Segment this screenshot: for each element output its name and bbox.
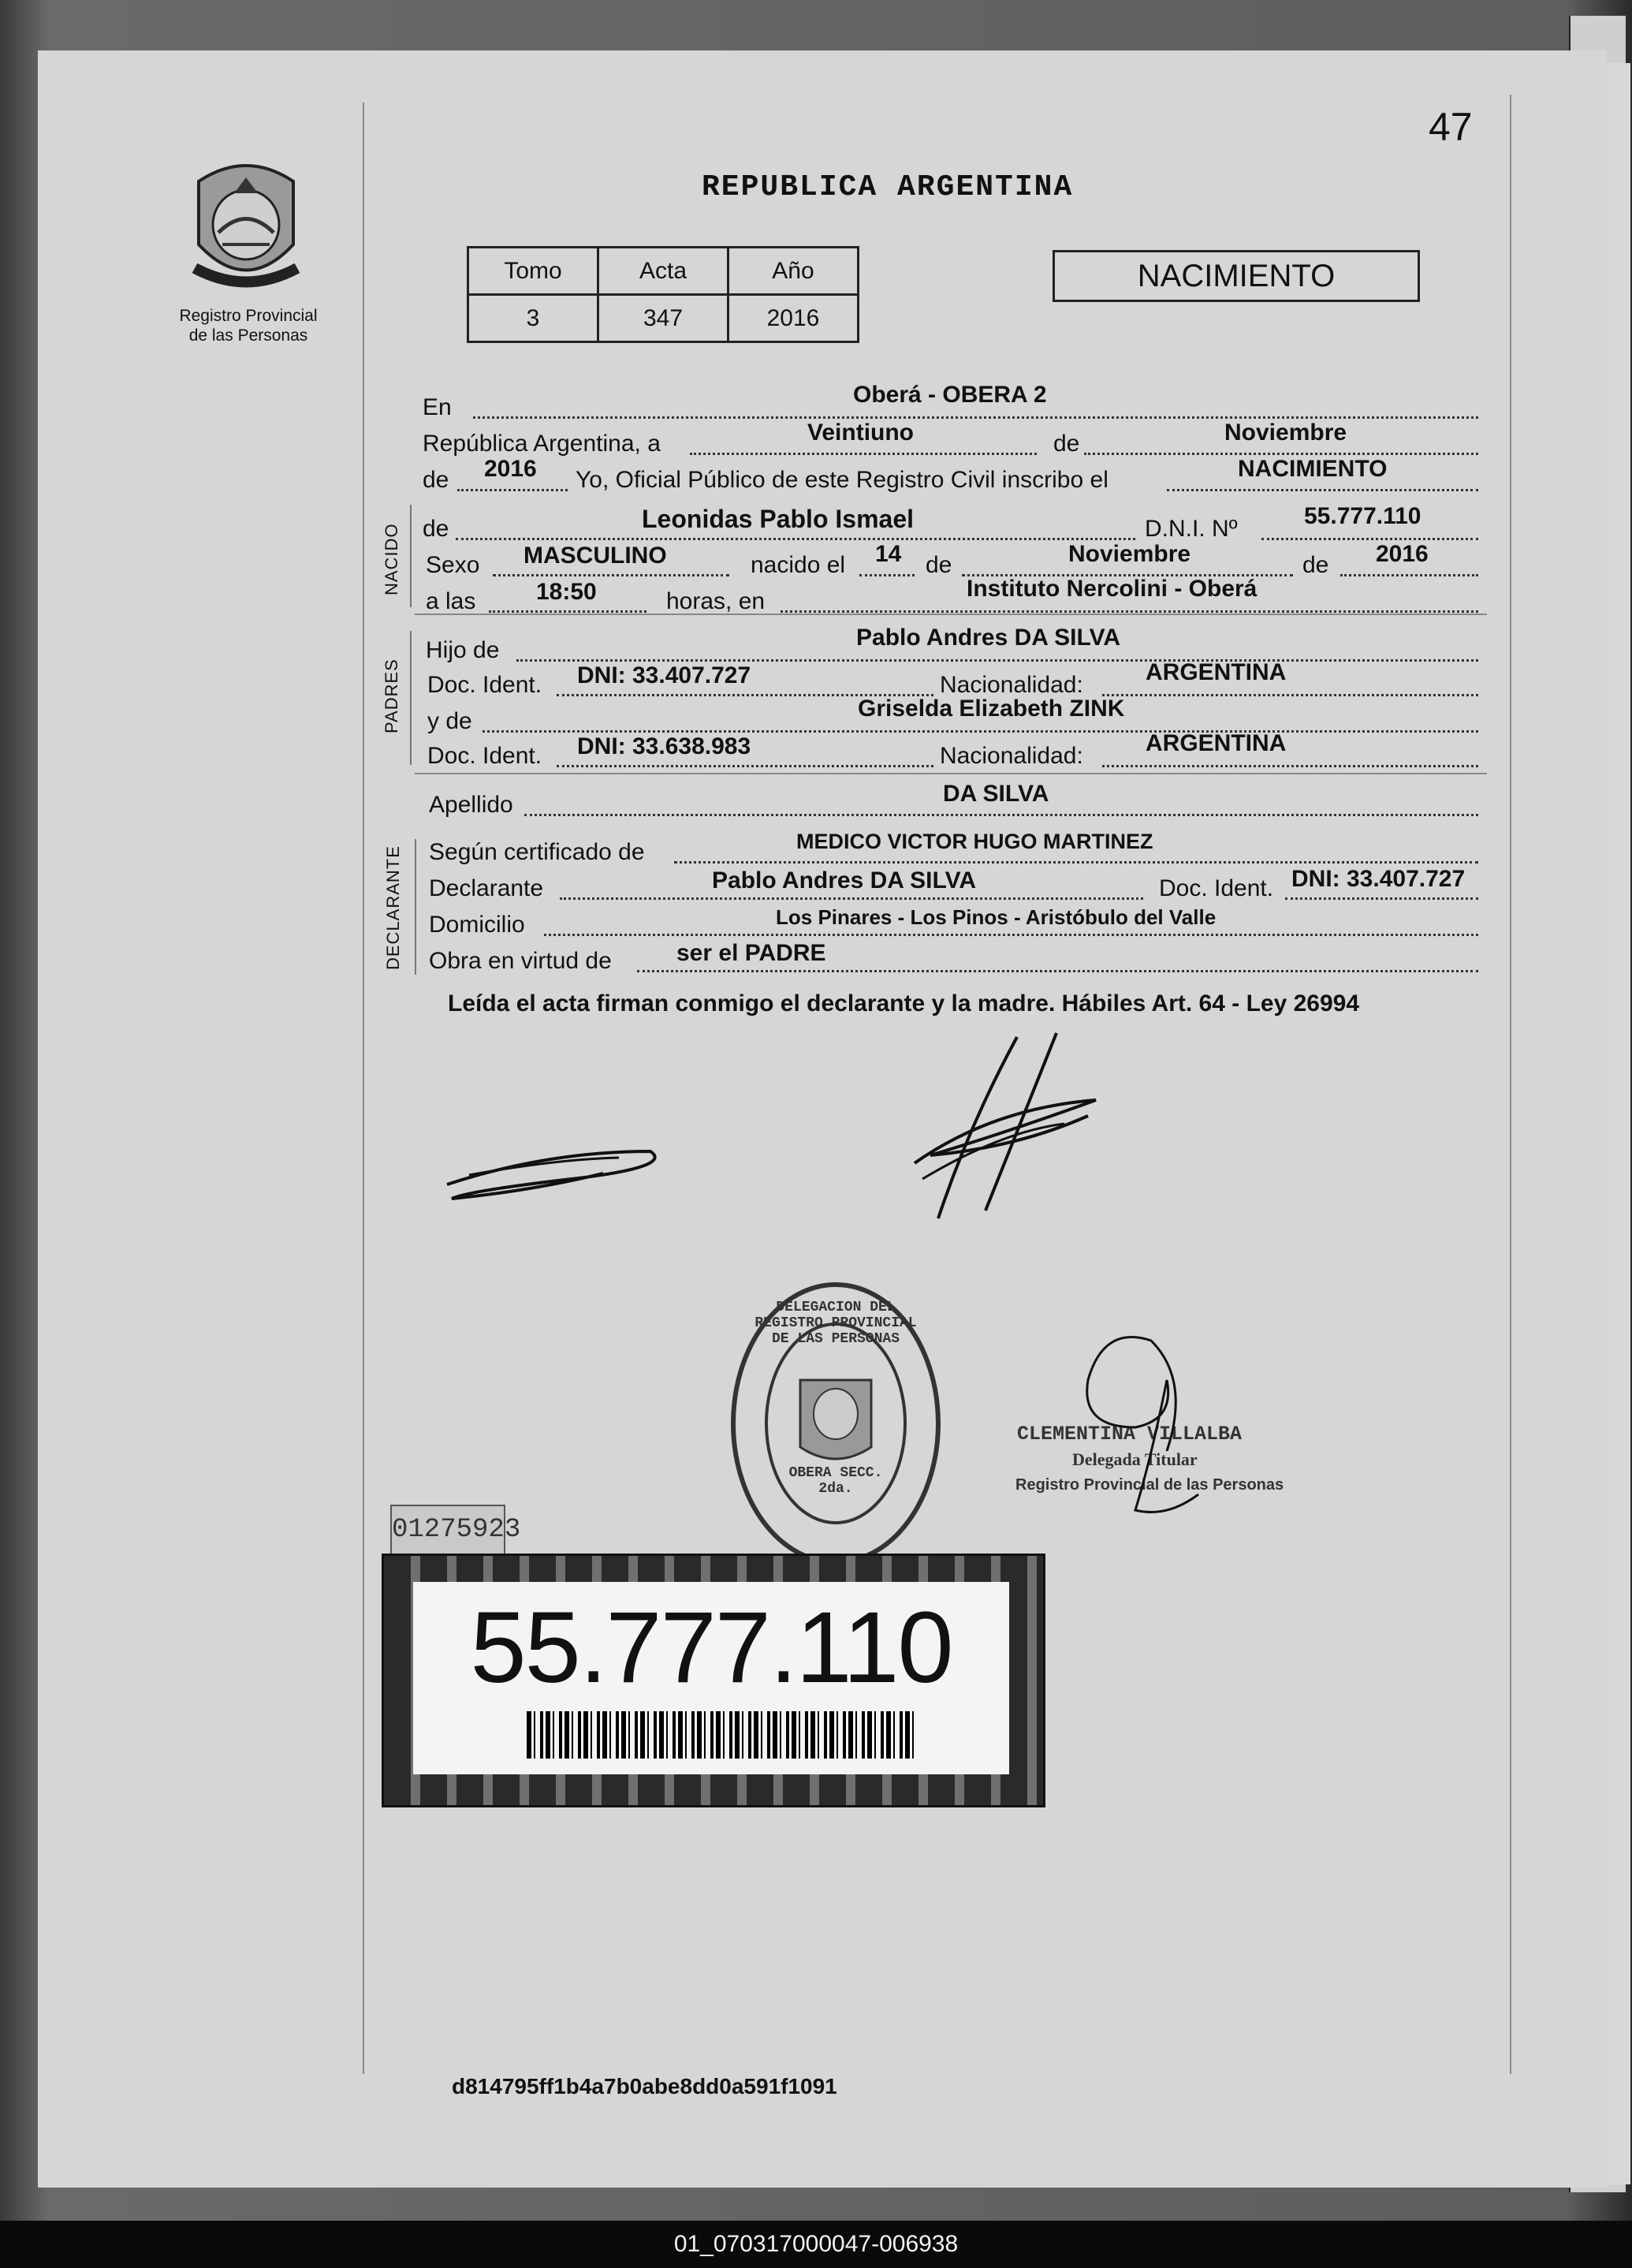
- misiones-logo: [183, 158, 309, 296]
- document-hash: d814795ff1b4a7b0abe8dd0a591f1091: [452, 2074, 837, 2098]
- value-lugar-nac: Instituto Nercolini - Oberá: [967, 576, 1258, 602]
- nacido-divider: [410, 505, 412, 607]
- value-dia-nac: 14: [875, 541, 902, 567]
- label-sexo: Sexo: [426, 552, 480, 578]
- dots-apellido: [524, 814, 1478, 816]
- padres-divider: [410, 631, 412, 765]
- seal-ring-text: DELEGACION DEL REGISTRO PROVINCIAL DE LAS PERSONAS: [755, 1300, 917, 1347]
- value-sexo: MASCULINO: [524, 543, 667, 569]
- value-declarante: Pablo Andres DA SILVA: [712, 867, 977, 893]
- label-segun: Según certificado de: [429, 839, 645, 865]
- right-margin-line: [1510, 95, 1511, 2074]
- closing-statement: Leída el acta firman conmigo el declarante y la madre. Hábiles Art. 64 - Ley 26994: [448, 990, 1360, 1016]
- value-declarante-doc: DNI: 33.407.727: [1291, 866, 1466, 892]
- value-apellido: DA SILVA: [943, 781, 1049, 807]
- dots-padre: [516, 659, 1478, 662]
- dots-nac-madre: [1102, 765, 1478, 767]
- record-header-acta: Acta: [598, 248, 728, 295]
- section-label-declarante: DECLARANTE: [383, 845, 403, 970]
- value-domicilio: Los Pinares - Los Pinos - Aristóbulo del Valle: [776, 905, 1217, 929]
- logo-caption-line1: Registro Provincial: [179, 307, 318, 325]
- dots-dni: [1261, 538, 1478, 540]
- dots-doc-declarante: [1285, 897, 1478, 900]
- record-header-anio: Año: [728, 248, 859, 295]
- certificate-page: [38, 50, 1607, 2188]
- label-obra: Obra en virtud de: [429, 948, 612, 974]
- act-type-box: NACIMIENTO: [1053, 250, 1420, 302]
- dots-anio-nac: [1340, 574, 1478, 576]
- dots-madre: [483, 730, 1478, 733]
- left-margin-line: [363, 103, 364, 2074]
- value-padre-doc: DNI: 33.407.727: [577, 662, 751, 688]
- official-signature: [1072, 1333, 1214, 1522]
- logo-caption: [158, 306, 339, 345]
- value-mes: Noviembre: [1224, 420, 1347, 446]
- dots-dia-nac: [859, 574, 915, 576]
- value-obra: ser el PADRE: [676, 940, 826, 966]
- dots-domicilio: [544, 934, 1478, 936]
- dots-lugar: [473, 416, 1478, 419]
- barcode-bars: [527, 1711, 918, 1759]
- official-name: CLEMENTINA VILLALBA: [1017, 1423, 1243, 1445]
- value-mes-nac: Noviembre: [1068, 541, 1191, 567]
- dots-doc-madre: [557, 765, 933, 767]
- declarante-divider: [415, 839, 416, 975]
- barcode-number: 55.777.110: [470, 1591, 952, 1704]
- value-madre-doc: DNI: 33.638.983: [577, 733, 751, 759]
- record-header-tomo: Tomo: [468, 248, 598, 295]
- label-de-mes-nac: de: [926, 552, 952, 578]
- label-nombre-de: de: [423, 516, 449, 542]
- label-declarante: Declarante: [429, 875, 544, 901]
- label-de-anio-nac: de: [1302, 552, 1329, 578]
- dots-mes: [1084, 453, 1478, 455]
- label-y-de: y de: [427, 708, 472, 734]
- record-value-acta: 347: [598, 295, 728, 342]
- label-horas: horas, en: [666, 588, 766, 614]
- label-hijo-de: Hijo de: [426, 637, 500, 663]
- label-de-mes: de: [1053, 431, 1080, 457]
- label-dni: D.N.I. Nº: [1145, 516, 1238, 542]
- label-doc-madre: Doc. Ident.: [427, 743, 542, 769]
- record-table: [467, 246, 859, 343]
- mother-signature: [438, 1136, 666, 1207]
- label-republica: República Argentina, a: [423, 431, 661, 457]
- value-nombre: Leonidas Pablo Ismael: [642, 505, 914, 533]
- label-doc-padre: Doc. Ident.: [427, 672, 542, 698]
- dots-hora: [489, 610, 646, 613]
- label-nacido: nacido el: [751, 552, 846, 578]
- dots-nombre: [456, 538, 1135, 540]
- label-en: En: [423, 394, 452, 420]
- dots-certificado: [674, 861, 1478, 864]
- value-madre-nac: ARGENTINA: [1146, 730, 1287, 756]
- dots-sexo: [493, 574, 729, 576]
- label-nac-madre: Nacionalidad:: [940, 743, 1083, 769]
- value-hora: 18:50: [536, 579, 597, 605]
- official-role: Delegada Titular: [1072, 1449, 1198, 1469]
- dots-obra: [637, 970, 1478, 972]
- dots-lugar-nac: [781, 610, 1478, 613]
- value-padre: Pablo Andres DA SILVA: [856, 625, 1121, 651]
- value-tipo: NACIMIENTO: [1238, 456, 1388, 482]
- value-anio-nac: 2016: [1376, 541, 1429, 567]
- record-value-anio: 2016: [728, 295, 859, 342]
- scan-footer-id: 01_070317000047-006938: [0, 2221, 1632, 2268]
- value-anio: 2016: [484, 456, 537, 482]
- label-a-las: a las: [426, 588, 476, 614]
- label-oficial: Yo, Oficial Público de este Registro Civil inscribo el: [576, 467, 1108, 493]
- section-label-padres: PADRES: [382, 658, 401, 733]
- dots-tipo: [1167, 489, 1478, 491]
- label-apellido: Apellido: [429, 792, 513, 818]
- label-de-anio: de: [423, 467, 449, 493]
- dots-anio: [457, 489, 568, 491]
- value-lugar: Oberá - OBERA 2: [853, 382, 1047, 408]
- value-certificado: MEDICO VICTOR HUGO MARTINEZ: [796, 830, 1153, 853]
- page-title: REPUBLICA ARGENTINA: [702, 170, 1074, 204]
- label-doc-declarante: Doc. Ident.: [1159, 875, 1274, 901]
- nacido-bottom-rule: [415, 614, 1487, 615]
- label-domicilio: Domicilio: [429, 912, 525, 938]
- section-label-nacido: NACIDO: [382, 523, 401, 595]
- value-madre: Griselda Elizabeth ZINK: [858, 696, 1125, 722]
- dots-declarante: [560, 897, 1143, 900]
- record-value-tomo: 3: [468, 295, 598, 342]
- serial-number: 01275923: [390, 1505, 505, 1555]
- page-number: 47: [1429, 105, 1473, 149]
- value-padre-nac: ARGENTINA: [1146, 659, 1287, 685]
- declarant-signature: [899, 1029, 1104, 1222]
- value-dni: 55.777.110: [1304, 503, 1421, 529]
- logo-caption-line2: de las Personas: [188, 326, 308, 345]
- label-nac-padre: Nacionalidad:: [940, 672, 1083, 698]
- dots-dia: [690, 453, 1037, 455]
- padres-bottom-rule: [415, 773, 1487, 774]
- value-dia-texto: Veintiuno: [807, 420, 914, 446]
- official-office: Registro Provincial de las Personas: [1015, 1476, 1284, 1494]
- dots-nac-padre: [1102, 694, 1478, 696]
- seal-inner-text: OBERA SECC. 2da.: [788, 1465, 883, 1497]
